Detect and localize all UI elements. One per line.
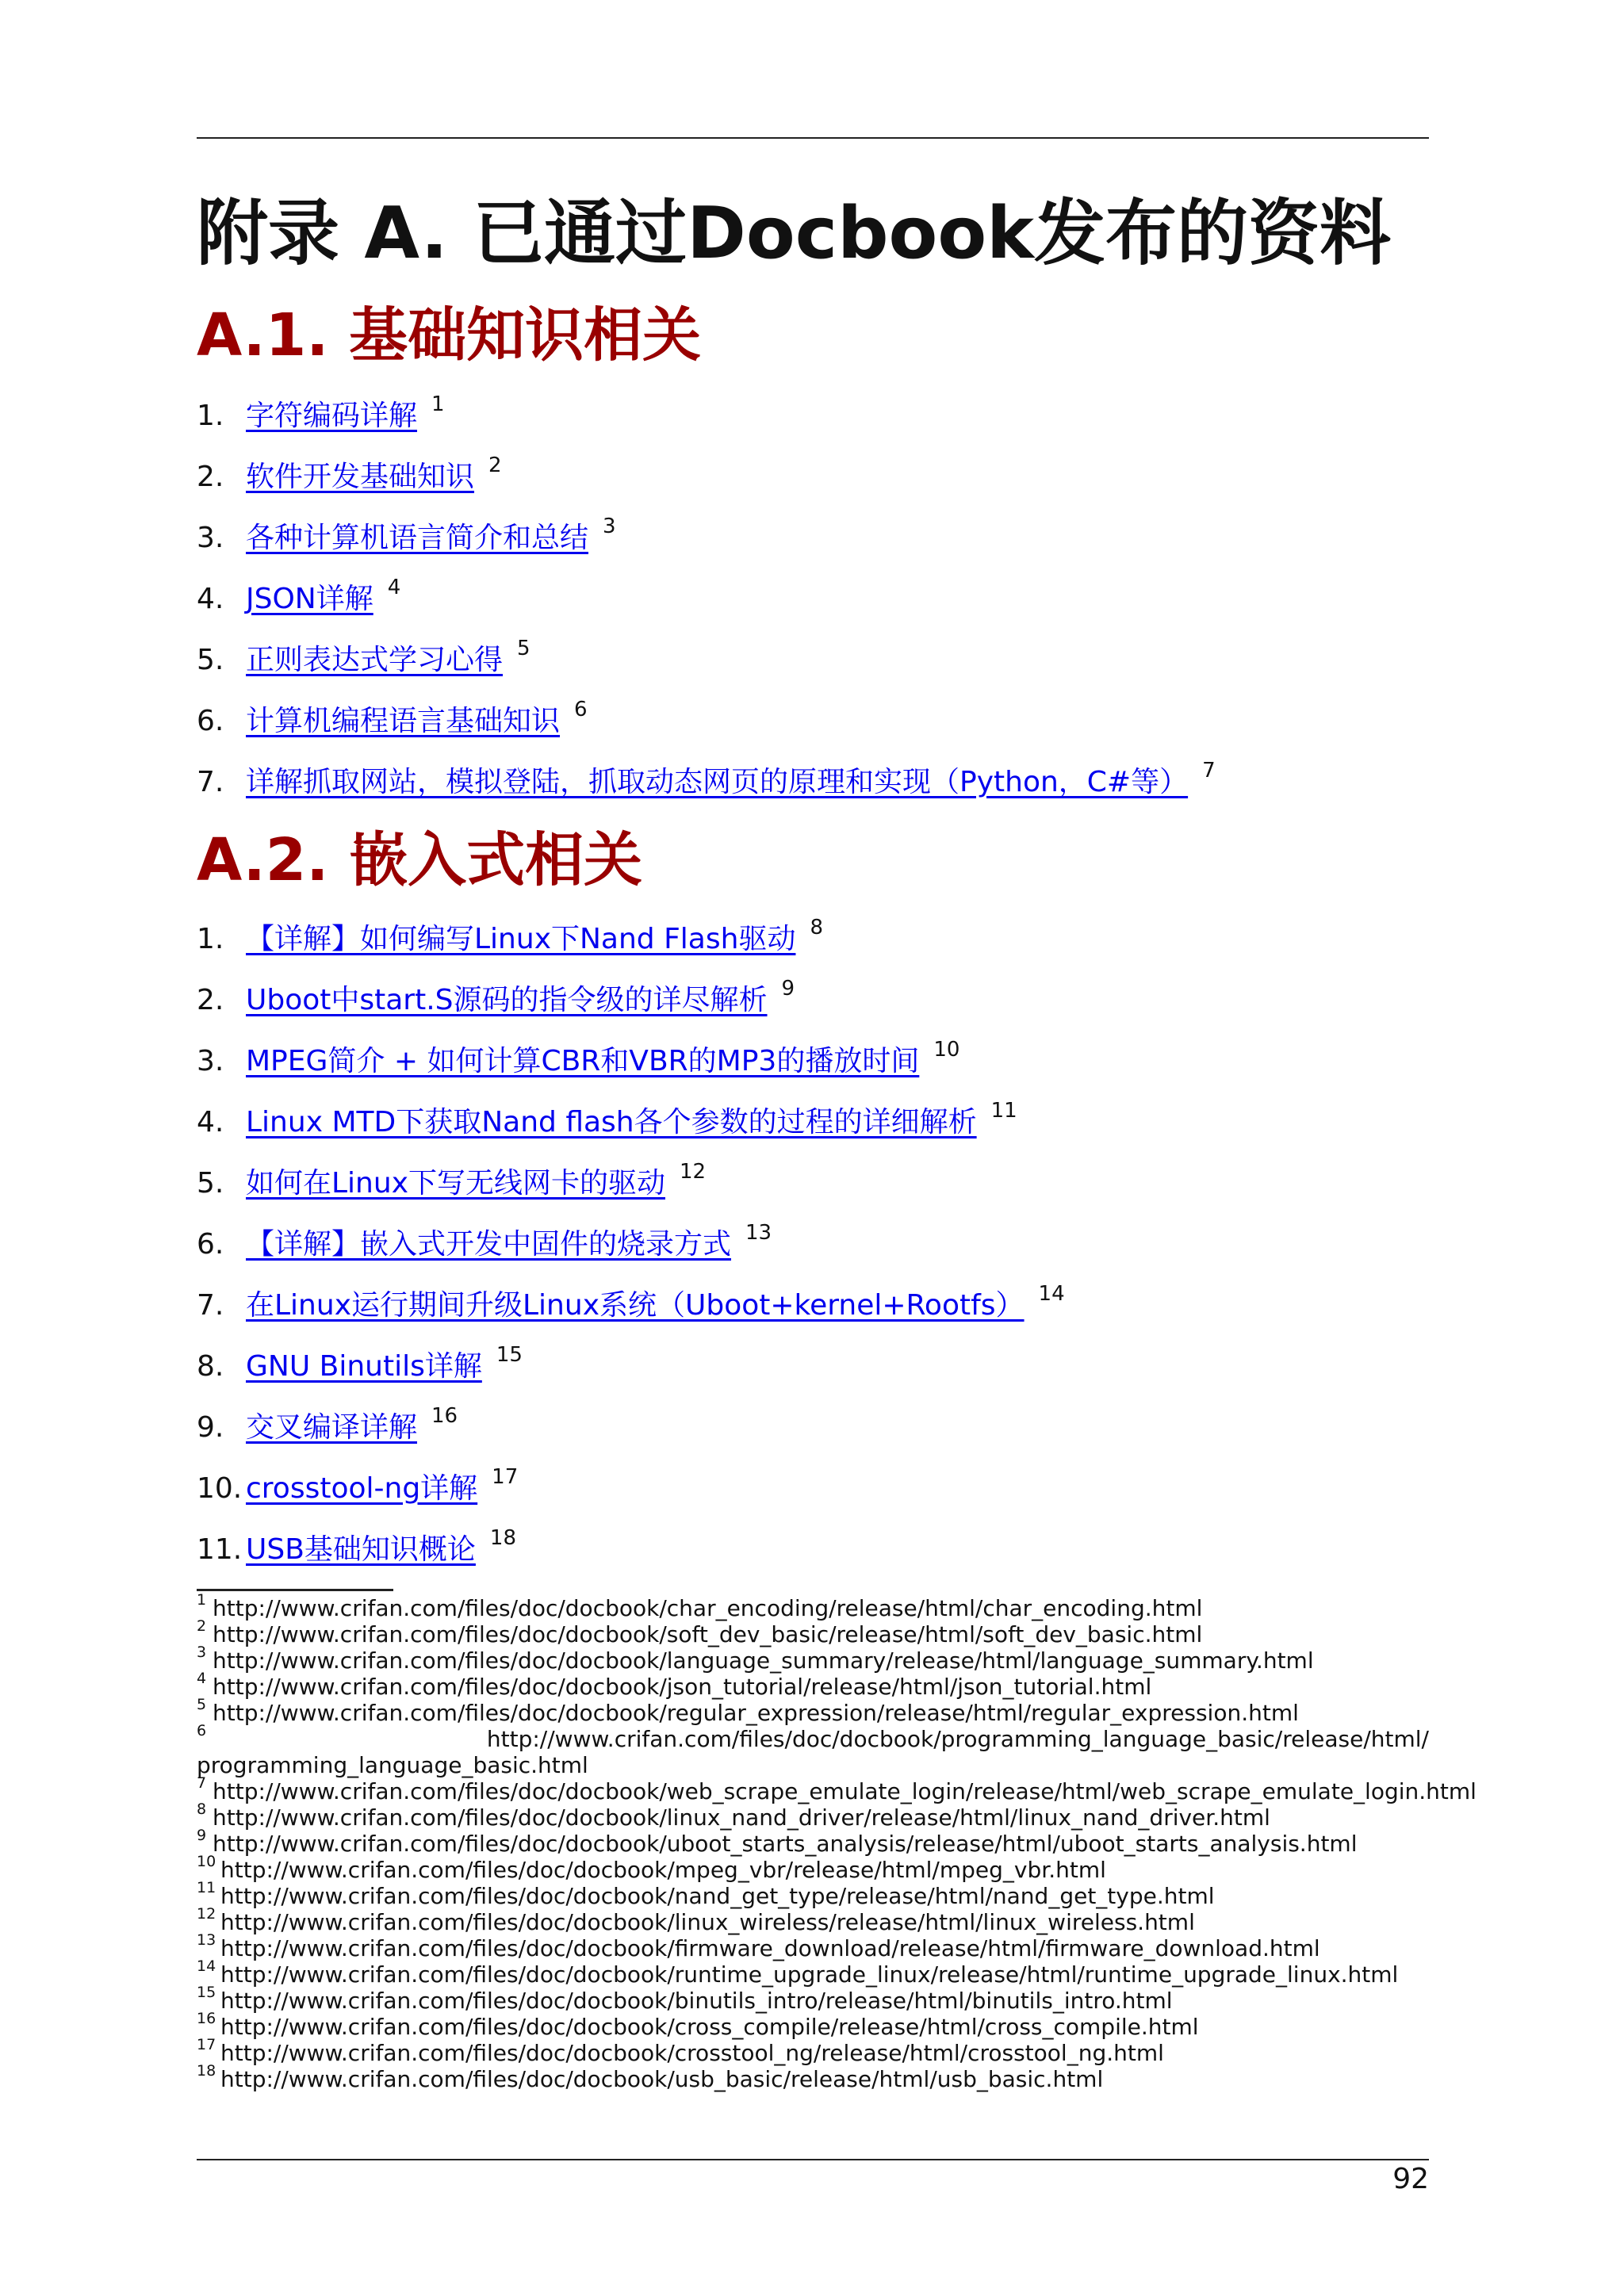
doc-link[interactable]: 详解抓取网站，模拟登陆，抓取动态网页的原理和实现（Python，C#等） — [246, 766, 1189, 798]
footnote — [197, 1591, 1429, 1621]
footnote-ref[interactable]: 5 — [517, 637, 530, 660]
footnote — [197, 1984, 1429, 2014]
footnote-url: http://www.crifan.com/files/doc/docbook/crosstool_ng/release/html/crosstool_ng.html — [220, 2040, 1164, 2066]
footnote-number: 5 — [197, 1696, 207, 1713]
footnote-ref[interactable]: 11 — [990, 1099, 1017, 1123]
item-number: 2. — [197, 461, 224, 493]
list-item — [197, 1160, 1065, 1225]
footnote-url-continuation: programming_language_basic.html — [197, 1752, 588, 1778]
doc-link[interactable]: 软件开发基础知识 — [246, 461, 475, 493]
footnote-url: http://www.crifan.com/files/doc/docbook/char_encoding/release/html/char_encoding.html — [213, 1595, 1203, 1621]
footnote — [197, 1696, 1429, 1726]
footnotes — [197, 1591, 1477, 2092]
footnote-ref[interactable]: 14 — [1038, 1282, 1065, 1306]
footnote-ref[interactable]: 1 — [431, 392, 445, 416]
item-number: 7. — [197, 1289, 224, 1322]
footnote-number: 16 — [197, 2010, 216, 2027]
item-number: 3. — [197, 1045, 224, 1077]
footnote-number: 18 — [197, 2062, 216, 2080]
doc-link[interactable]: Uboot中start.S源码的指令级的详尽解析 — [246, 984, 768, 1016]
footnote-ref[interactable]: 7 — [1202, 759, 1216, 783]
footnote-number: 10 — [197, 1853, 216, 1870]
footnote-number: 2 — [197, 1617, 207, 1635]
footnote-ref[interactable]: 16 — [431, 1404, 458, 1428]
doc-link[interactable]: JSON详解 — [246, 583, 373, 615]
footnote-url: http://www.crifan.com/files/doc/docbook/soft_dev_basic/release/html/soft_dev_basic.html — [213, 1621, 1203, 1647]
footnote-url: http://www.crifan.com/files/doc/docbook/mpeg_vbr/release/html/mpeg_vbr.html — [220, 1857, 1106, 1883]
footnote-number: 6 — [197, 1722, 207, 1739]
footnote-number: 15 — [197, 1984, 216, 2001]
footnote-number: 9 — [197, 1827, 207, 1844]
footnote — [197, 1931, 1429, 1961]
doc-link[interactable]: USB基础知识概论 — [246, 1533, 476, 1566]
doc-link[interactable]: MPEG简介 + 如何计算CBR和VBR的MP3的播放时间 — [246, 1045, 920, 1077]
footnote-ref[interactable]: 4 — [387, 576, 401, 599]
item-number: 9. — [197, 1411, 224, 1444]
item-number: 4. — [197, 1106, 224, 1138]
doc-link[interactable]: crosstool-ng详解 — [246, 1472, 478, 1505]
doc-link[interactable]: 交叉编译详解 — [246, 1411, 418, 1444]
item-number: 5. — [197, 644, 224, 676]
item-number: 4. — [197, 583, 224, 615]
footnote-url: http://www.crifan.com/files/doc/docbook/linux_wireless/release/html/linux_wireless.html — [220, 1909, 1195, 1935]
footnote — [197, 1617, 1429, 1647]
footnote-number: 7 — [197, 1774, 207, 1792]
footnote-ref[interactable]: 2 — [488, 453, 502, 477]
footnote — [197, 1905, 1429, 1935]
footnote — [197, 1722, 1429, 1778]
item-number: 1. — [197, 400, 224, 432]
footnote-url: http://www.crifan.com/files/doc/docbook/regular_expression/release/html/regular_expression.html — [213, 1700, 1299, 1726]
footnote — [197, 1670, 1429, 1700]
list-item — [197, 576, 1216, 641]
footnote-url: http://www.crifan.com/files/doc/docbook/web_scrape_emulate_login/release/html/web_scrape_emulate_login.html — [213, 1778, 1477, 1804]
footnote-number: 14 — [197, 1957, 216, 1975]
item-number: 2. — [197, 984, 224, 1016]
footnote-number: 17 — [197, 2036, 216, 2053]
item-number: 3. — [197, 522, 224, 554]
footnote — [197, 1800, 1429, 1831]
list-item — [197, 1038, 1065, 1103]
footnote-number: 13 — [197, 1931, 216, 1949]
doc-link[interactable]: GNU Binutils详解 — [246, 1350, 482, 1383]
item-number: 6. — [197, 1228, 224, 1261]
footnote-ref[interactable]: 8 — [810, 916, 823, 939]
embedded-doc-list — [197, 916, 1065, 1591]
footnote-ref[interactable]: 6 — [574, 698, 588, 721]
footnote-url: http://www.crifan.com/files/doc/docbook/programming_language_basic/release/html/ — [486, 1726, 1429, 1752]
item-number: 6. — [197, 705, 224, 737]
item-number: 10. — [197, 1472, 243, 1505]
list-item — [197, 515, 1216, 580]
doc-link[interactable]: 字符编码详解 — [246, 400, 418, 432]
doc-link[interactable]: 正则表达式学习心得 — [246, 644, 504, 676]
footnote — [197, 1879, 1429, 1909]
item-number: 8. — [197, 1350, 224, 1383]
footnote — [197, 2062, 1429, 2092]
page-title: 附录 A. 已通过Docbook发布的资料 — [197, 192, 1392, 275]
footnote-ref[interactable]: 10 — [933, 1038, 960, 1062]
footnote — [197, 1853, 1429, 1883]
footnote — [197, 1827, 1429, 1857]
footnote-number: 12 — [197, 1905, 216, 1923]
footnote-url: http://www.crifan.com/files/doc/docbook/runtime_upgrade_linux/release/html/runtime_upgrade_linux.html — [220, 1961, 1399, 1988]
item-number: 5. — [197, 1167, 224, 1200]
doc-link[interactable]: Linux MTD下获取Nand flash各个参数的过程的详细解析 — [246, 1106, 977, 1138]
footnote — [197, 2010, 1429, 2040]
list-item — [197, 1282, 1065, 1347]
footnote-url: http://www.crifan.com/files/doc/docbook/cross_compile/release/html/cross_compile.html — [220, 2014, 1199, 2040]
doc-link[interactable]: 计算机编程语言基础知识 — [246, 705, 561, 737]
footnote — [197, 1644, 1429, 1674]
footnote-ref[interactable]: 12 — [680, 1160, 707, 1184]
footnote-ref[interactable]: 17 — [492, 1465, 519, 1489]
list-item — [197, 1526, 1065, 1591]
footnote-url: http://www.crifan.com/files/doc/docbook/linux_nand_driver/release/html/linux_nand_driver.html — [213, 1804, 1270, 1831]
item-number: 11. — [197, 1533, 243, 1566]
footnote-url: http://www.crifan.com/files/doc/docbook/nand_get_type/release/html/nand_get_type.html — [220, 1883, 1215, 1909]
footnote — [197, 2036, 1429, 2066]
footnote-number: 3 — [197, 1644, 207, 1661]
list-item — [197, 1343, 1065, 1408]
footnote-url: http://www.crifan.com/files/doc/docbook/json_tutorial/release/html/json_tutorial.html — [213, 1674, 1152, 1700]
page-number: 92 — [1392, 2163, 1429, 2195]
footnote-ref[interactable]: 9 — [781, 977, 795, 1001]
basics-doc-list — [197, 392, 1216, 824]
doc-link[interactable]: 如何在Linux下写无线网卡的驱动 — [246, 1167, 665, 1200]
list-item — [197, 637, 1216, 702]
footnote-number: 11 — [197, 1879, 216, 1896]
footnote — [197, 1957, 1429, 1988]
footnote-url: http://www.crifan.com/files/doc/docbook/firmware_download/release/html/firmware_download.html — [220, 1935, 1320, 1961]
header-rule — [197, 137, 1429, 139]
list-item — [197, 759, 1216, 824]
footnote-url: http://www.crifan.com/files/doc/docbook/binutils_intro/release/html/binutils_intro.html — [220, 1988, 1173, 2014]
footnote-separator — [197, 1589, 393, 1591]
footnote-ref[interactable]: 18 — [489, 1526, 516, 1550]
list-item — [197, 698, 1216, 763]
footnote-url: http://www.crifan.com/files/doc/docbook/usb_basic/release/html/usb_basic.html — [220, 2066, 1104, 2092]
footnote-number: 4 — [197, 1670, 207, 1687]
list-item — [197, 1221, 1065, 1286]
item-number: 1. — [197, 923, 224, 955]
footer-rule — [197, 2159, 1429, 2160]
section-title-basics: A.1. 基础知识相关 — [197, 301, 702, 369]
footnote-ref[interactable]: 3 — [603, 515, 616, 538]
list-item — [197, 1099, 1065, 1164]
footnote-number: 1 — [197, 1591, 207, 1609]
section-title-embedded: A.2. 嵌入式相关 — [197, 826, 643, 894]
list-item — [197, 916, 1065, 981]
footnote-url: http://www.crifan.com/files/doc/docbook/uboot_starts_analysis/release/html/uboot_starts_analysis.html — [213, 1831, 1358, 1857]
list-item — [197, 977, 1065, 1042]
doc-link[interactable]: 【详解】如何编写Linux下Nand Flash驱动 — [246, 923, 796, 955]
footnote-ref[interactable]: 13 — [745, 1221, 772, 1245]
footnote — [197, 1774, 1477, 1804]
doc-link[interactable]: 【详解】嵌入式开发中固件的烧录方式 — [246, 1228, 732, 1261]
list-item — [197, 453, 1216, 519]
list-item — [197, 1465, 1065, 1530]
footnote-url: http://www.crifan.com/files/doc/docbook/language_summary/release/html/language_summary.html — [213, 1647, 1314, 1674]
list-item — [197, 1404, 1065, 1469]
footnote-ref[interactable]: 15 — [496, 1343, 523, 1367]
doc-link[interactable]: 在Linux运行期间升级Linux系统（Uboot+kernel+Rootfs） — [246, 1289, 1025, 1322]
doc-link[interactable]: 各种计算机语言简介和总结 — [246, 522, 589, 554]
list-item — [197, 392, 1216, 457]
item-number: 7. — [197, 766, 224, 798]
footnote-number: 8 — [197, 1800, 207, 1818]
